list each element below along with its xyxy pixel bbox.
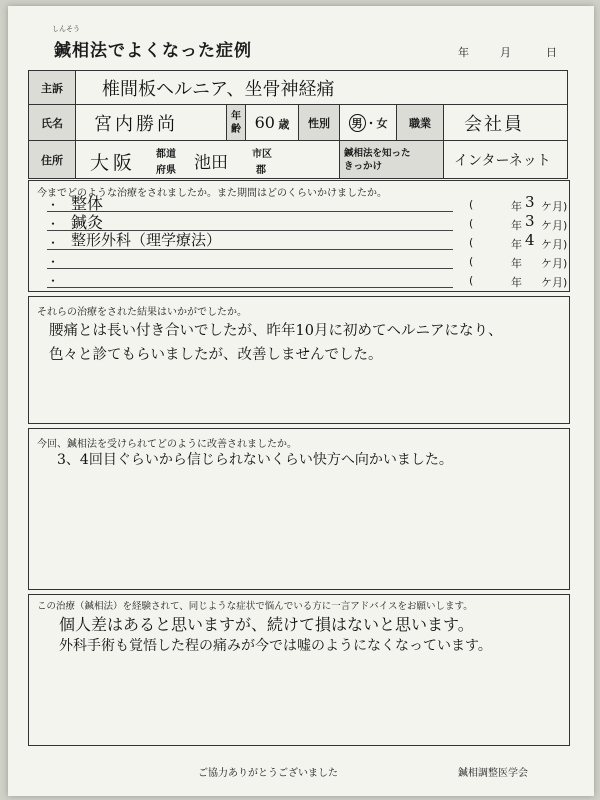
treatment-month-label: ケ月) (541, 276, 568, 289)
age-cell (246, 105, 299, 141)
results-answer-line1: 腰痛とは長い付き合いでしたが、昨年10月に初めてヘルニアになり、 (49, 323, 503, 339)
date-year-label: 年 (458, 46, 469, 59)
age-unit: 歳 (278, 118, 290, 131)
bullet-dot: ・ (47, 198, 60, 212)
chief-complaint-value: 椎間板ヘルニア、坐骨神経痛 (102, 78, 335, 100)
open-paren: ( (469, 198, 474, 211)
treatment-month-label: ケ月) (541, 238, 568, 251)
age-value: 60 (254, 113, 275, 132)
title-ruby: しんそう (52, 25, 80, 33)
gender-label: 性別 (299, 105, 340, 141)
thanks-text: ご協力ありがとうございました (198, 768, 338, 779)
treatment-year-label: 年 (511, 257, 522, 270)
age-label-2: 齢 (231, 123, 241, 135)
improvement-answer-line1: 3、4回目ぐらいから信じられないくらい快方へ向かいました。 (57, 452, 453, 468)
address-label: 住所 (29, 141, 76, 179)
treatment-month-label: ケ月) (541, 257, 568, 270)
bullet-dot: ・ (47, 274, 60, 288)
treatment-month-label: ケ月) (541, 219, 568, 232)
treatment-months: 4 (525, 231, 535, 249)
treatment-months: 3 (525, 212, 535, 230)
results-question: それらの治療をされた結果はいかがでしたか。 (37, 307, 247, 318)
improvement-section (28, 428, 570, 590)
bullet-dot: ・ (47, 217, 60, 231)
gender-female: 女 (376, 116, 388, 130)
treatment-name: 整体 (71, 194, 104, 213)
treatments-question: 今までどのような治療をされましたか。また期間はどのくらいかけましたか。 (37, 188, 387, 199)
answer-line (47, 211, 453, 212)
city-label-2: 郡 (256, 164, 266, 176)
city-value: 池田 (194, 152, 228, 173)
advice-question: この治療（鍼相法）を経験されて、同じような症状で悩んでいる方に一言アドバイスをお願いします。 (37, 601, 473, 612)
treatments-section (28, 180, 570, 292)
gender-male-circled: 男 (349, 114, 366, 132)
open-paren: ( (469, 236, 474, 249)
age-label (227, 105, 246, 141)
gender-separator: ・ (365, 116, 377, 130)
treatment-year-label: 年 (511, 276, 522, 289)
job-cell (444, 105, 568, 141)
name-label: 氏名 (29, 105, 76, 141)
trigger-value: インターネット (454, 152, 551, 169)
city-label-1: 市区 (252, 148, 272, 160)
open-paren: ( (469, 274, 474, 287)
treatment-year-label: 年 (511, 219, 522, 232)
chief-complaint-cell (76, 71, 568, 105)
advice-section (28, 594, 570, 746)
treatment-name: 整形外科（理学療法） (71, 231, 222, 249)
treatment-month-label: ケ月) (541, 200, 568, 213)
answer-line (47, 268, 453, 269)
trigger-label-2: きっかけ (344, 160, 383, 172)
date-month-label: 月 (500, 46, 511, 59)
treatment-name: 鍼灸 (71, 213, 104, 232)
trigger-cell (444, 141, 568, 179)
treatment-year-label: 年 (511, 238, 522, 251)
results-section (28, 296, 570, 424)
trigger-label-1: 鍼相法を知った (344, 147, 411, 159)
open-paren: ( (469, 255, 474, 268)
advice-answer-line1: 個人差はあると思いますが、続けて損はないと思います。 (59, 615, 474, 634)
answer-line (47, 287, 453, 288)
bullet-dot: ・ (47, 255, 60, 269)
bullet-dot: ・ (47, 236, 60, 250)
prefecture-label-2: 府県 (156, 164, 176, 176)
address-cell (76, 141, 340, 179)
gender-cell (340, 105, 397, 141)
organization-name: 鍼相調整医学会 (458, 768, 528, 779)
job-value: 会社員 (464, 113, 524, 135)
treatment-year-label: 年 (511, 200, 522, 213)
job-label: 職業 (397, 105, 444, 141)
patient-info-table (28, 70, 568, 179)
name-value: 宮内勝尚 (94, 113, 178, 135)
improvement-question: 今回、鍼相法を受けられてどのように改善されましたか。 (37, 439, 297, 450)
form-title: 鍼相法でよくなった症例 (54, 41, 252, 61)
advice-answer-line2: 外科手術も覚悟した程の痛みが今では嘘のようになくなっています。 (59, 638, 492, 654)
treatment-months: 3 (525, 193, 535, 211)
age-label-1: 年 (231, 110, 241, 122)
prefecture-label-1: 都道 (156, 148, 176, 160)
open-paren: ( (469, 217, 474, 230)
name-cell (76, 105, 227, 141)
prefecture-value: 大阪 (90, 151, 137, 174)
date-day-label: 日 (546, 46, 557, 59)
trigger-label (340, 141, 444, 179)
chief-complaint-label: 主訴 (29, 71, 76, 105)
results-answer-line2: 色々と診てもらいましたが、改善しませんでした。 (49, 347, 383, 363)
